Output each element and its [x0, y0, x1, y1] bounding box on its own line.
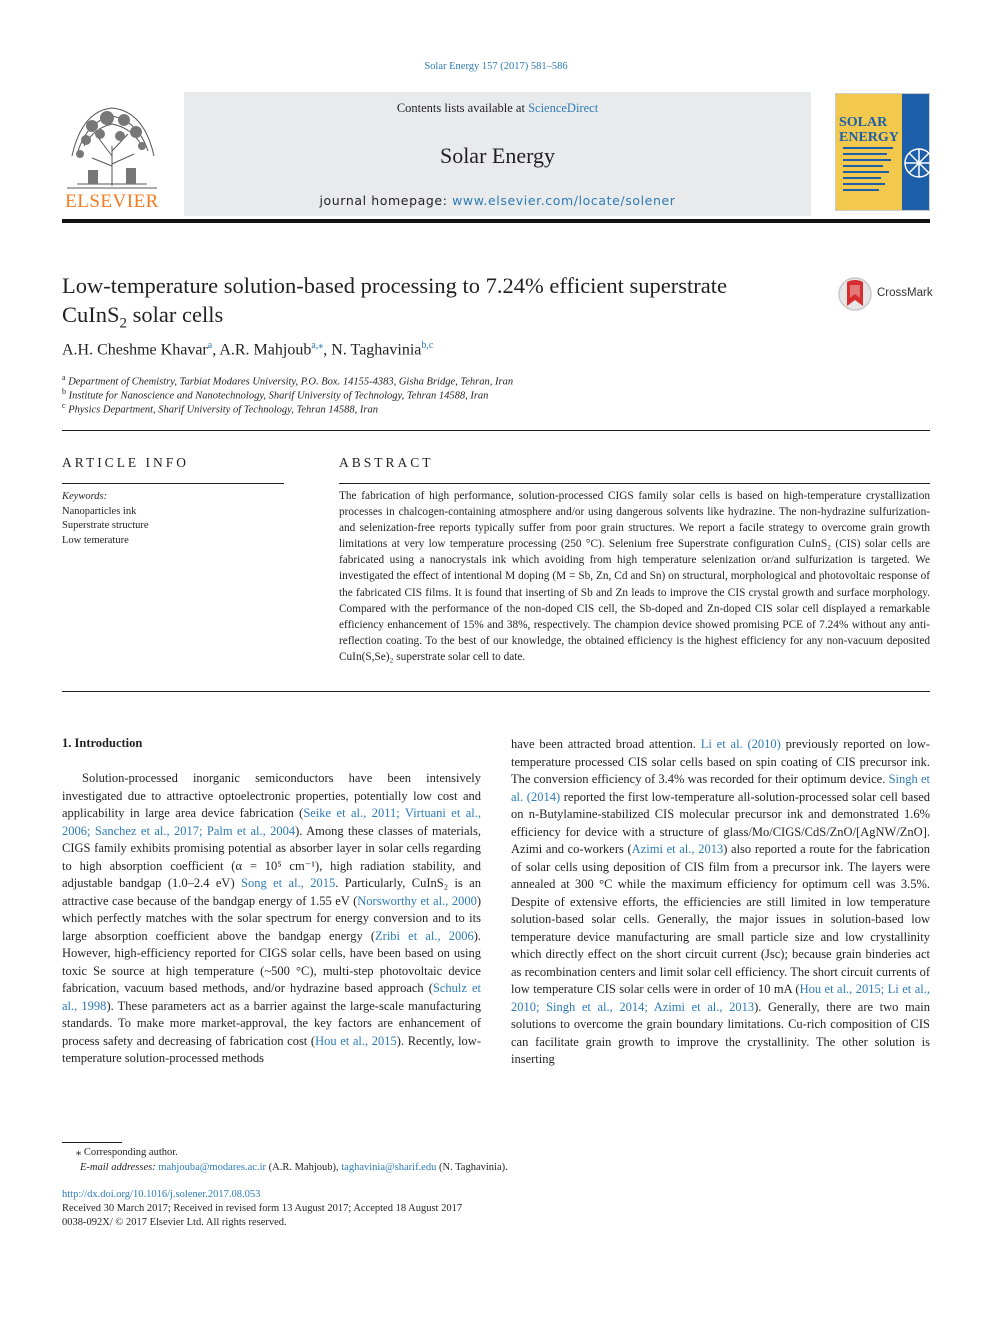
- doi-link[interactable]: http://dx.doi.org/10.1016/j.solener.2017.08.053: [62, 1189, 261, 1200]
- abstract-heading: ABSTRACT: [339, 455, 434, 470]
- header-divider: [62, 219, 930, 223]
- citation-link[interactable]: Zribi et al., 2006: [375, 928, 474, 943]
- contents-line: Contents lists available at ScienceDirect: [396, 101, 599, 115]
- journal-name: Solar Energy: [439, 143, 556, 168]
- crossmark-icon: [837, 276, 873, 312]
- citation-link[interactable]: Seike et al., 2011; Virtuani et al., 2006; Sanchez et al., 2017; Palm et al., 2004: [62, 806, 482, 838]
- section-heading-introduction: 1. Introduction: [62, 736, 143, 750]
- corresponding-author-note: ⁎ Corresponding author.: [76, 1147, 178, 1158]
- journal-homepage-line: journal homepage: www.elsevier.com/locate/solener: [319, 193, 676, 208]
- journal-citation-link[interactable]: Solar Energy 157 (2017) 581–586: [424, 61, 568, 72]
- intro-paragraph: Solution-processed inorganic semiconductors have been intensively investigated due to attractive optoelectronic properties, potentially low cost and applicability in large area device fabrication (Seike et al., 2011; Virtuani et al., 2006; Sanchez et al., 2017; Palm et al., 2004). Among these classes of materials, CIGS family exhibits promising potential as absorber layer in solar cells regarding to high absorption coefficient (α = 10⁵ cm⁻¹), high radiation stability, and adjustable bandgap (1.0–2.4 eV) Song et al., 2015. Particularly, CuInS₂ is an attractive case because of the bandgap energy of 1.55 eV (Norsworthy et al., 2000) which perfectly matches with the solar spectrum for energy conversion and to its large absorption coefficient above the bandgap energy (Zribi et al., 2006). However, high-efficiency reported for CIGS solar cells, have been based on using toxic Se source at high temperature (~500 °C), multi-step photovoltaic device fabrication, vacuum based methods, and/or hydrazine based approach (Schulz et al., 1998). These parameters act as a barrier against the large-scale manufacturing standards. To make more market-approval, the key factors are enhancement of process safety and decreasing of fabrication cost (Hou et al., 2015). Recently, low-temperature solution-processed methods: [62, 771, 482, 1065]
- journal-cover-thumbnail: [835, 93, 930, 211]
- received-dates: Received 30 March 2017; Received in revised form 13 August 2017; Accepted 18 August 2017: [62, 1203, 463, 1214]
- abstract-divider: [62, 691, 930, 692]
- author-list: A.H. Cheshme Khavar$^a$, A.R. Mahjoub$^{a,⁎}$, N. Taghavinia$^{b,c}$: [62, 340, 434, 359]
- copyright-line: 0038-092X/ © 2017 Elsevier Ltd. All rights reserved.: [62, 1217, 287, 1228]
- citation-link[interactable]: Hou et al., 2015; Li et al., 2010; Singh et al., 2014; Azimi et al., 2013: [511, 982, 930, 1014]
- intro-paragraph: have been attracted broad attention. Li et al. (2010) previously reported on low-temperature processed CIS solar cells based on spin coating of CIS precursor ink. The conversion efficiency of 3.4% was recorded for their optimum device. Singh et al. (2014) reported the first low-temperature all-solution-processed solar cell based on n-Butylamine-stabilized CIS molecular precursor ink and demonstrated 1.6% efficiency for device with a structure of glass/Mo/CIGS/CdS/ZnO/[AgNW/ZnO]. Azimi and co-workers (Azimi et al., 2013) also reported a route for the fabrication of solar cells using deposition of CIS film from a precursor ink. The layers were annealed at 300 °C while the maximum efficiency for optimum cell was 3.5%. Despite of extensive efforts, the efficiencies are still limited in low temperature solution-based solar cells. Generally, the major issues in solution-based low temperature device manufacturing are small particle size and low crystallinity which directly effect on the short circuit current (Jsc); because grain binderies act as recombination centers and limit solar cell efficiency. The short circuit currents of low temperature CIS solar cells were in order of 10 mA (Hou et al., 2015; Li et al., 2010; Singh et al., 2014; Azimi et al., 2013). Generally, there are two main solutions to overcome the grain boundary limitations. Cu-rich composition of CIS can facilitate grain growth to improve the crystallinity. The other solution is inserting: [511, 737, 930, 1066]
- abstract-rule: [339, 483, 930, 484]
- affiliation-b: $^b$ Institute for Nanoscience and Nanotechnology, Sharif University of Technology, Tehran 14588, Iran: [62, 387, 489, 402]
- citation-link[interactable]: Azimi et al., 2013: [631, 842, 724, 856]
- author-affiliation-mark[interactable]: b,c: [421, 340, 434, 351]
- citation-link[interactable]: Song et al., 2015: [241, 876, 336, 890]
- affiliations-divider: [62, 430, 930, 431]
- citation-link[interactable]: Singh et al. (2014): [511, 772, 930, 804]
- elsevier-wordmark: ELSEVIER: [65, 191, 159, 212]
- footnote-rule: [62, 1142, 122, 1143]
- cover-title-line2: ENERGY: [839, 130, 899, 145]
- author-name: A.R. Mahjoub: [219, 341, 312, 359]
- homepage-link[interactable]: www.elsevier.com/locate/solener: [452, 193, 676, 208]
- author-affiliation-mark[interactable]: a,⁎: [311, 340, 324, 351]
- title-line-2: CuInS$_2$ solar cells: [62, 302, 224, 332]
- citation-link[interactable]: Li et al. (2010): [700, 737, 781, 751]
- keyword-item: Nanoparticles ink: [62, 505, 137, 517]
- sciencedirect-link[interactable]: ScienceDirect: [528, 101, 599, 115]
- crossmark-badge[interactable]: CrossMark: [837, 276, 947, 312]
- author-name: N. Taghavinia: [331, 341, 422, 359]
- email-link[interactable]: taghavinia@sharif.edu: [341, 1162, 437, 1173]
- email-addresses: E-mail addresses: mahjouba@modares.ac.ir (A.R. Mahjoub), taghavinia@sharif.edu (N. Taghavinia).: [80, 1162, 508, 1173]
- keywords-block: [62, 490, 282, 548]
- intro-left-column: [62, 770, 481, 1068]
- author-affiliation-mark[interactable]: a: [207, 340, 213, 351]
- abstract-text: The fabrication of high performance, solution-processed CIGS family solar cells is based on high-temperature crystallization processes in chalcogen-containing atmosphere and/or using dangerous solvents like hydrazine. The non-hydrazine sulfurization- and selenization-free reports typically suffer from poor grain structures. We report a facile strategy to overcome grain growth limitations at very low temperature processing (250 °C). Selenium free Superstrate configuration CuInS₂ (CIS) solar cells are fabricated using a nanocrystals ink which avoiding from high temperature selenization or/and sulfurization is targeted. We investigated the effect of intentional M doping (M = Sb, Zn, Cd and Sn) on structural, morphological and photovoltaic response of the fabricated CIS films. It is found that inserting of Sb and Zn leads to improve the CIS crystal growth and surface morphology. Compared with the performance of the non-doped CIS cell, the Sb-doped and Zn-doped CIS solar cell displayed a remarkable efficiency enhancement of 15% and 38%, respectively. The champion device showed promising PCE of 7.24% without any anti-reflection coating. To the best of our knowledge, the obtained efficiency is the highest efficiency for any non-vacuum deposited CuIn(S,Se)₂ superstrate solar cell to date.: [339, 490, 930, 663]
- keywords-label: Keywords:: [62, 491, 108, 502]
- author-name: A.H. Cheshme Khavar: [62, 341, 208, 359]
- keyword-item: Superstrate structure: [62, 520, 149, 531]
- citation-link[interactable]: Hou et al., 2015: [315, 1033, 397, 1048]
- affiliation-c: $^c$ Physics Department, Sharif University of Technology, Tehran 14588, Iran: [62, 401, 379, 416]
- keyword-item: Low temerature: [62, 534, 129, 546]
- citation-link[interactable]: Norsworthy et al., 2000: [357, 893, 477, 908]
- citation-link[interactable]: Schulz et al., 1998: [62, 981, 482, 1013]
- title-line-1: Low-temperature solution-based processing to 7.24% efficient superstrate: [62, 273, 728, 298]
- affiliation-a: $^a$ Department of Chemistry, Tarbiat Modares University, P.O. Box. 14155-4383, Gisha Bridge, Tehran, Iran: [62, 373, 514, 388]
- article-title: [62, 271, 822, 339]
- intro-right-column: [511, 736, 930, 1069]
- article-info-rule: [62, 483, 284, 484]
- article-info-heading: ARTICLE INFO: [62, 455, 190, 470]
- email-link[interactable]: mahjouba@modares.ac.ir: [158, 1162, 266, 1173]
- cover-title-line1: SOLAR: [839, 115, 888, 130]
